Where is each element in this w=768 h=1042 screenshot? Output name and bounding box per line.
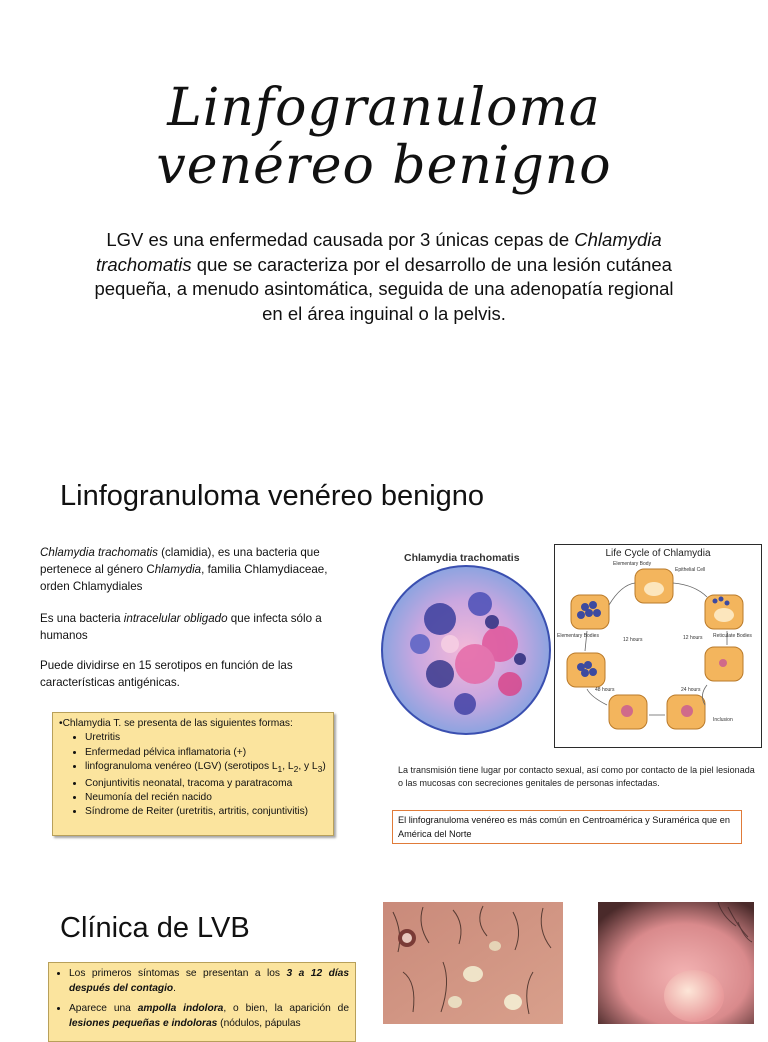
bacteria-description (40, 544, 340, 595)
forms-note-box (52, 712, 334, 836)
symptom-1-text-b: . (173, 982, 177, 994)
label-24-hours: 24 hours (681, 687, 701, 693)
micrograph-label: Chlamydia trachomatis (404, 552, 520, 564)
intro-text-start: LGV es una enfermedad causada por 3 únicas cepas de (106, 229, 575, 250)
chlamydia-micrograph-image (380, 564, 552, 736)
intro-species-italic: Chlamydia trachomatis (96, 229, 662, 275)
lifecycle-diagram (554, 544, 762, 748)
transmission-text: La transmisión tiene lugar por contacto sexual, así como por contacto de la piel lesionada o las mucosas con secreciones genitales de personas infectadas. (398, 765, 755, 788)
lesion-photo-skin (383, 902, 563, 1024)
symptoms-note-box (48, 962, 356, 1042)
lgv-form-text: linfogranuloma venéreo (LGV) (serotipos L (85, 761, 278, 773)
symptom-2-bold-a: ampolla indolora (137, 1003, 224, 1015)
slide-1 (0, 0, 768, 440)
intracellular-description (40, 610, 340, 644)
form-item: • Síndrome de Reiter (uretritis, artritis, conjuntivitis) (85, 805, 327, 819)
form-item: • Uretritis (85, 731, 327, 745)
label-elementary-body: Elementary Body (613, 561, 652, 567)
symptom-2-text-b: , o bien, la aparición de (223, 1003, 350, 1015)
p2-part-a: Es una bacteria (40, 612, 124, 625)
lesion-photo-nodule (598, 902, 754, 1024)
p2-part-b: que infecta sólo a humanos (40, 612, 322, 642)
label-reticulate-bodies: Reticulate Bodies (713, 633, 752, 639)
intro-text-end: que se caracteriza por el desarrollo de una lesión cutánea pequeña, a menudo asintomática, seguida de una adenopatía regional en el área inguinal o la pelvis. (94, 253, 674, 324)
symptom-2-bold-b: lesiones pequeñas e indoloras (69, 1017, 218, 1029)
lifecycle-title: Life Cycle of Chlamydia (605, 548, 711, 559)
serotype-sub-3: 3 (317, 764, 323, 775)
symptom-2-text-c: (nódulos, pápulas (217, 1017, 301, 1029)
slide-2-title: Linfogranuloma venéreo benigno (60, 480, 485, 512)
slide-2 (0, 460, 768, 880)
form-item: • Enfermedad pélvica inflamatoria (+) (85, 746, 327, 760)
slide-1-title-line-2: venéreo benigno (156, 136, 612, 196)
serotype-close: ) (322, 761, 326, 773)
label-48-hours: 48 hours (595, 687, 615, 693)
p1-part-b: , familia Chlamydiaceae, orden Chlamydiales (40, 563, 328, 593)
symptom-1-text-a: Los primeros síntomas se presentan a los (69, 968, 287, 979)
prevalence-note-box: El linfogranuloma venéreo es más común en Centroamérica y Suramérica que en América del Norte (392, 810, 742, 844)
symptom-2-text-a: Aparece una (69, 1003, 138, 1015)
symptom-item (69, 1002, 349, 1031)
slide-3-title: Clínica de LVB (60, 912, 250, 944)
serotype-sub-2: 2 (293, 764, 299, 775)
serotype-sep-1: , L (282, 761, 294, 773)
serotype-sub-1: 1 (277, 764, 283, 775)
form-item (85, 760, 327, 776)
lifecycle-cells-diagram (555, 545, 761, 747)
symptom-1-bold: 3 a 12 días después del contagio (69, 968, 349, 994)
species-name: Chlamydia trachomatis (40, 546, 158, 559)
genus-italic: hlamydia (154, 563, 202, 576)
intro-paragraph (90, 228, 678, 326)
label-epithelial-cell: Epithelial Cell (675, 567, 706, 573)
intracellular-italic: intracelular obligado (123, 612, 228, 625)
label-12-hours-a: 12 hours (623, 637, 643, 643)
forms-heading: •Chlamydia T. se presenta de las siguientes formas: (59, 718, 293, 729)
serotype-sep-2: , y L (298, 761, 318, 773)
label-inclusion: Inclusion (713, 717, 733, 723)
forms-list (59, 731, 327, 819)
slide-1-title-line-1: Linfogranuloma (167, 78, 601, 138)
label-elementary-bodies: Elementary Bodies (557, 633, 599, 639)
slide-3 (0, 880, 768, 1029)
symptoms-list (55, 967, 349, 1031)
serotypes-description: Puede dividirse en 15 serotipos en función de las características antigénicas. (40, 659, 293, 689)
symptom-item (69, 967, 349, 996)
label-12-hours-b: 12 hours (683, 635, 703, 641)
p1-part-a: (clamidia), es una bacteria que pertenece al género C (40, 546, 320, 576)
form-item: • Neumonía del recién nacido (85, 791, 327, 805)
form-item: • Conjuntivitis neonatal, tracoma y paratracoma (85, 777, 327, 791)
